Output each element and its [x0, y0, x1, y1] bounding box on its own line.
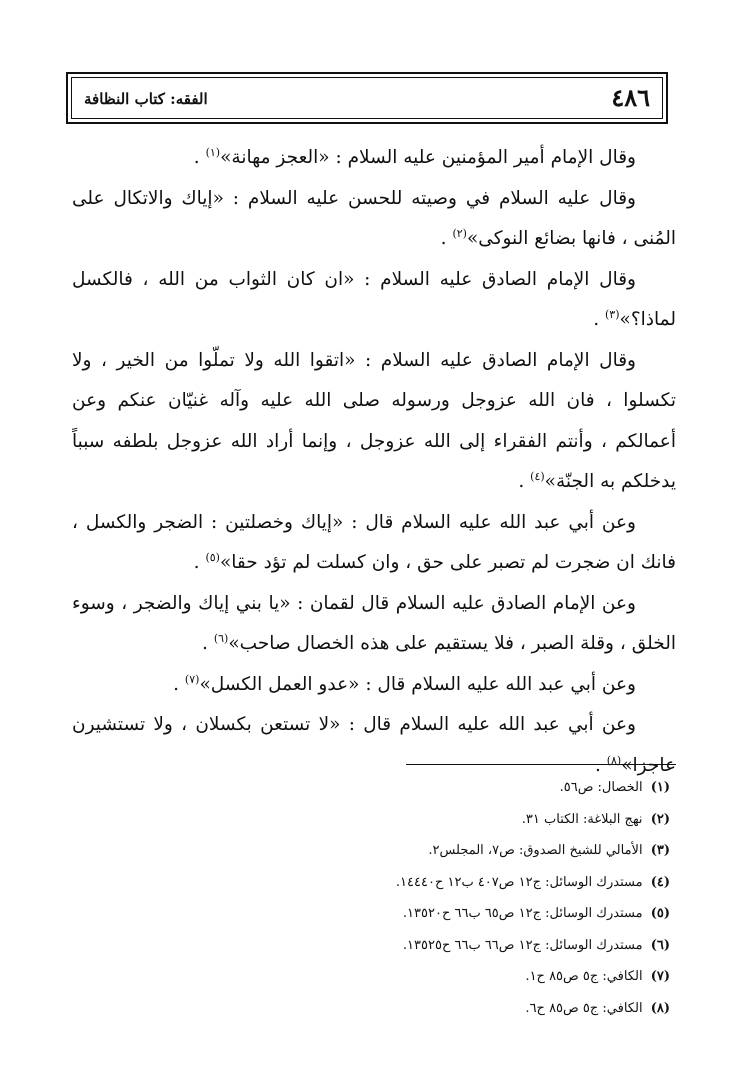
- footnote-mark: (١): [650, 780, 670, 795]
- footnote-mark: (٣): [650, 843, 670, 858]
- footnote-mark: (٨): [650, 1000, 670, 1016]
- footnote-text: الكافي: ج٥ ص٨٥ ح٦.: [525, 1000, 643, 1016]
- footnote-mark: (٥): [650, 906, 670, 921]
- footnote-text: نهج البلاغة: الكتاب ٣١.: [521, 811, 643, 827]
- footnote-item: [72, 772, 670, 804]
- footnote-ref: (١): [205, 145, 221, 159]
- footnote-ref: (٨): [606, 753, 622, 767]
- paragraph: [72, 341, 676, 503]
- footnote-text: الخصال: ص٥٦.: [559, 780, 643, 795]
- paragraph-text: وعن أبي عبد الله عليه السلام قال : «عدو العمل الكسل»: [199, 673, 636, 695]
- running-title: الفقه: كتاب النظافة: [84, 90, 208, 108]
- paragraph-text: وقال الإمام الصادق عليه السلام : «اتقوا الله ولا تملّوا من الخير ، ولا تكسلوا ، فان الله عزوجل ورسوله صلى الله عليه وآله غنيّان عنكم وعن أعمالكم ، وأنتم الفقراء إلى الله عزوجل ، وإنما أراد الله عزوجل بلطفه سبباً يدخلكم به الجنّة»: [72, 349, 676, 492]
- paragraph-text: وعن أبي عبد الله عليه السلام قال : «لا تستعن بكسلان ، ولا تستشيرن عاجزا»: [72, 714, 676, 776]
- footnote-mark: (٦): [650, 937, 670, 953]
- paragraph-text: وقال الإمام الصادق عليه السلام : «ان كان الثواب من الله ، فالكسل لماذا؟»: [72, 268, 676, 330]
- main-text: [72, 138, 676, 786]
- paragraph-end: .: [193, 552, 206, 573]
- footnote-ref: (٦): [213, 631, 229, 645]
- paragraph-end: .: [173, 673, 185, 695]
- paragraph-end: .: [593, 309, 605, 330]
- paragraph-text: وقال الإمام أمير المؤمنين عليه السلام : «العجز مهانة»: [220, 147, 636, 168]
- paragraph-end: .: [193, 147, 206, 168]
- footnote-ref: (٢): [452, 226, 467, 240]
- paragraph-end: .: [440, 228, 453, 249]
- paragraph: [72, 503, 676, 584]
- footnote-text: مستدرك الوسائل: ج١٢ ص٦٥ ب٦٦ ح١٣٥٢٠.: [402, 906, 643, 921]
- footnote-item: [72, 993, 670, 1025]
- footnote-ref: (٧): [184, 672, 200, 686]
- footnote-item: [72, 804, 670, 836]
- footnote-divider: [406, 764, 676, 765]
- footnote-ref: (٥): [205, 550, 220, 564]
- paragraph-end: .: [594, 754, 607, 776]
- footnote-item: [72, 930, 670, 962]
- paragraph-text: وقال عليه السلام في وصيته للحسن عليه السلام : «إياك والاتكال على المُنى ، فانها بضائع النوكى»: [72, 187, 676, 249]
- footnote-text: مستدرك الوسائل: ج١٢ ص٤٠٧ ب١٢ ح١٤٤٤٠.: [395, 874, 643, 890]
- paragraph-end: .: [518, 471, 531, 492]
- paragraph: [72, 138, 676, 179]
- paragraph-text: وعن أبي عبد الله عليه السلام قال : «إياك وخصلتين : الضجر والكسل ، فانك ان ضجرت لم تصبر على حق ، وان كسلت لم تؤد حقا»: [72, 511, 676, 573]
- footnote-item: [72, 898, 670, 930]
- footnote-item: [72, 961, 670, 993]
- footnote-item: [72, 867, 670, 899]
- paragraph: [72, 665, 676, 706]
- footnote-mark: (٢): [650, 811, 670, 827]
- page-header: [66, 72, 668, 124]
- footnotes-list: [72, 772, 670, 1024]
- footnote-text: الأمالي للشيخ الصدوق: ص٧، المجلس٢.: [428, 843, 643, 858]
- footnote-text: الكافي: ج٥ ص٨٥ ح١.: [525, 969, 643, 984]
- footnote-ref: (٣): [604, 307, 620, 321]
- paragraph: [72, 584, 676, 665]
- paragraph: [72, 179, 676, 260]
- footnote-item: [72, 835, 670, 867]
- footnote-mark: (٧): [650, 969, 670, 984]
- paragraph-text: وعن الإمام الصادق عليه السلام قال لقمان : «يا بني إياك والضجر ، وسوء الخلق ، وقلة الصبر ، فلا يستقيم على هذه الخصال صاحب»: [72, 592, 676, 654]
- footnote-mark: (٤): [650, 874, 670, 890]
- page-number: ٤٨٦: [611, 83, 650, 112]
- paragraph-end: .: [202, 633, 214, 654]
- paragraph: [72, 260, 676, 341]
- footnote-ref: (٤): [530, 469, 545, 483]
- footnote-text: مستدرك الوسائل: ج١٢ ص٦٦ ب٦٦ ح١٣٥٢٥.: [402, 937, 643, 953]
